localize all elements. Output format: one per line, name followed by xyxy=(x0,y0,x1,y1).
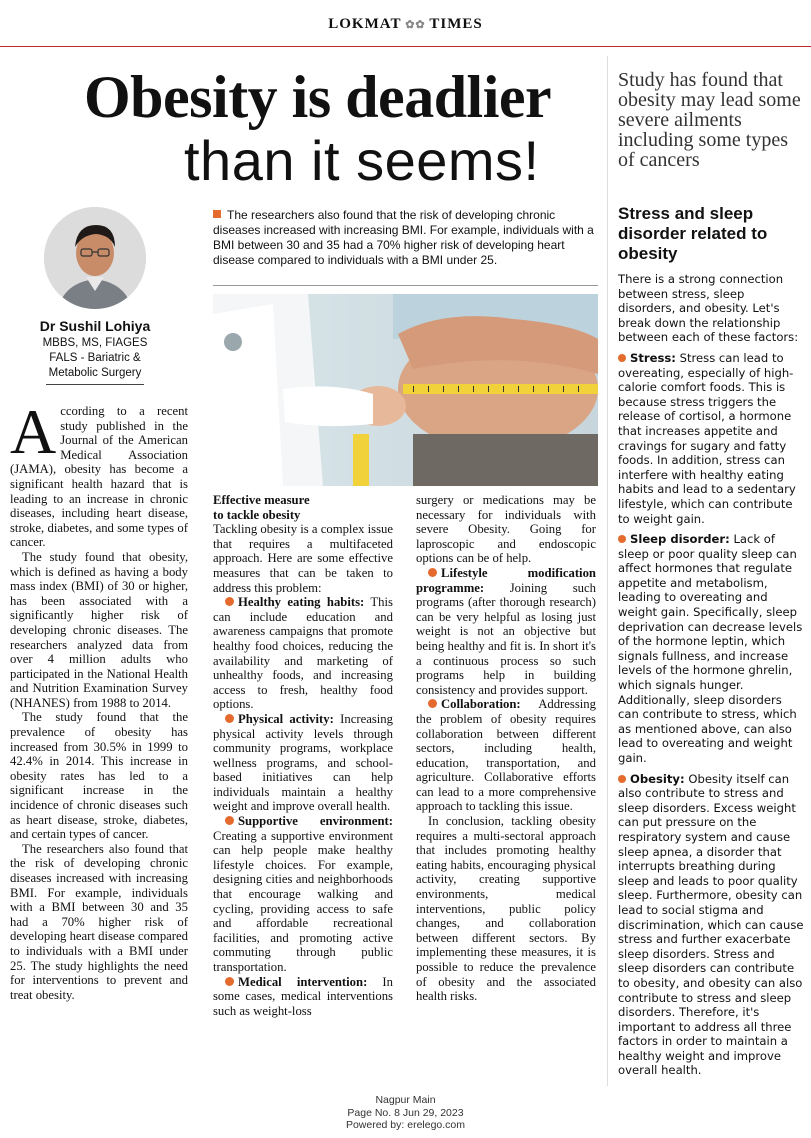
bullet-heading: Medical intervention: xyxy=(238,974,368,989)
bullet-paragraph xyxy=(618,351,804,526)
dropcap: A xyxy=(10,396,57,467)
bullet-text: Increasing physical activity levels through community programs, workplace wellness programs, and school-based initiatives can help individuals maintain a healthy weight and improve overall health. xyxy=(213,711,393,814)
paragraph: surgery or medications may be necessary for individuals with severe Obesity. Going for laproscopic and endoscopic options can be of help. xyxy=(416,493,596,566)
paragraph: The researchers also found that the risk of developing chronic diseases increased with increasing BMI. For example, individuals with a BMI between 30 and 35 had a 70% higher risk of developing heart disease compared to individuals with a BMI under 25. The study highlights the need for interventions to prevent and treat obesity. xyxy=(10,841,188,1002)
column-divider xyxy=(607,56,608,1086)
bullet-heading: Stress: xyxy=(630,350,676,365)
square-bullet-icon xyxy=(213,210,221,218)
bullet-text: Lack of sleep or poor quality sleep can affect hormones that regulate appetite and metabolism, leading to overeating and weight gain. Specifically, sleep deprivation can decrease levels of the hormone leptin, which signals fullness, and increase levels of the hormone ghrelin, which signals hunger. Additionally, sleep disorders can contribute to stress, which as mentioned above, can also lead to overeating and weight gain. xyxy=(618,532,803,765)
bullet-paragraph xyxy=(213,975,393,1019)
footer-powered-by: Powered by: erelego.com xyxy=(345,1119,466,1131)
bullet-paragraph xyxy=(416,566,596,697)
bullet-heading: Lifestyle modification programme: xyxy=(416,565,596,595)
subhead: Study has found that obesity may lead some severe ailments including some types of cancers xyxy=(618,69,801,171)
bullet-text: This can include education and awareness campaigns that promote healthy food choices, reducing the availability and marketing of unhealthy foods, and increasing access to fresh, healthy food options. xyxy=(213,595,393,712)
column-1 xyxy=(10,396,188,1002)
bullet-text: Obesity itself can also contribute to stress and sleep disorders. Excess weight can put pressure on the respiratory system and cause sleep apnea, a disorder that interrupts breathing during sleep and leads to poor quality sleep. Furthermore, obesity can lead to social stigma and discrimination, which can cause stress and further exacerbate sleep disorders. Stress and sleep disorders can contribute to obesity, and obesity can also contribute to stress and sleep disorders. Therefore, it's important to address all three factors in order to maintain a healthy weight and improve overall health. xyxy=(618,771,804,1078)
bullet-heading: Obesity: xyxy=(630,771,685,786)
bullet-icon xyxy=(428,568,437,577)
bullet-paragraph xyxy=(213,814,393,975)
sidebar-column xyxy=(618,204,804,1084)
paragraph-text: ccording to a recent study published in the Journal of the American Medical Association (JAMA), obesity has become a significant health hazard that is leading to an increase in chronic diseases, including heart disease, stroke, diabetes, and some types of cancer. xyxy=(10,404,188,550)
paragraph: In conclusion, tackling obesity requires a multi-sectoral approach that includes promoting healthy eating habits, encouraging physical activity, creating supportive environments, medical interventions, public policy changes, and collaboration between different sectors. By implementing these measures, it is possible to reduce the prevalence of obesity and the associated health risks. xyxy=(416,814,596,1004)
bullet-text: Stress can lead to overeating, especially of high-calorie comfort foods. This is because stress triggers the release of cortisol, a hormone that increases appetite and cravings for sugary and fatty foods. In addition, stress can interfere with healthy eating habits and lead to a sedentary lifestyle, which can contribute to weight gain. xyxy=(618,350,796,526)
section-heading-line: to tackle obesity xyxy=(213,507,301,522)
paragraph: The study found that obesity, which is defined as having a body mass index (BMI) of 30 or higher, has been associated with a significantly higher risk of developing chronic diseases. The researchers analyzed data from over 4 million adults who participated in the National Health and Nutrition Examination Survey (NHANES) from 1988 to 2014. xyxy=(10,549,188,710)
masthead-right: TIMES xyxy=(429,16,483,32)
credentials-rule xyxy=(46,384,144,385)
bullet-text: Joining such programs (after thorough research) can be very helpful as losing just weight is not an objective but being healthy and fit is. In short it's a continuous process so such programs help in building consistency and provides support. xyxy=(416,580,596,697)
section-heading-line: Effective measure xyxy=(213,493,310,507)
bullet-icon xyxy=(225,597,234,606)
article-photo xyxy=(213,294,598,486)
bullet-paragraph xyxy=(213,712,393,814)
bullet-heading: Sleep disorder: xyxy=(630,532,730,547)
author-credentials xyxy=(10,336,180,381)
headline-line1: Obesity is deadlier xyxy=(84,64,552,130)
bullet-text: Creating a supportive environment can help people make healthy lifestyle choices. For example, designing cities and neighborhoods that encourage walking and cycling, providing access to safe and affordable recreational facilities, and promoting active commuting through public transportation. xyxy=(213,828,393,974)
bullet-icon xyxy=(618,775,626,783)
bullet-paragraph xyxy=(618,532,804,766)
paragraph xyxy=(10,396,188,550)
bullet-heading: Supportive environment: xyxy=(238,814,393,829)
section-heading xyxy=(213,493,393,522)
bullet-text: In some cases, medical interventions such as weight-loss xyxy=(213,974,393,1018)
bullet-text: Addressing the problem of obesity requires collaboration between different sectors, including health, education, transportation, and agriculture. Collaborative efforts can lead to a more comprehensive approach to tackling this issue. xyxy=(416,697,596,814)
bullet-paragraph xyxy=(618,772,804,1078)
bullet-icon xyxy=(618,354,626,362)
paragraph: The study found that the prevalence of obesity has increased from 30.5% in 1999 to 42.4% in 2014. This increase in obesity rates has led to a significant increase in the incidence of chronic diseases such as heart disease, stroke, diabetes, and certain types of cancer. xyxy=(10,710,188,842)
paragraph: Tackling obesity is a complex issue that requires a multifaceted approach. Here are some effective measures that can be taken to address this problem: xyxy=(213,522,393,595)
column-3 xyxy=(416,493,596,1004)
bullet-icon xyxy=(225,714,234,723)
pullquote-rule xyxy=(213,285,598,286)
bullet-icon xyxy=(428,699,437,708)
bullet-paragraph xyxy=(213,595,393,712)
author-photo xyxy=(44,207,146,309)
bullet-icon xyxy=(225,816,234,825)
author-name: Dr Sushil Lohiya xyxy=(39,318,151,334)
pullquote xyxy=(213,208,598,268)
footer-edition: Nagpur Main xyxy=(375,1094,436,1106)
column-2 xyxy=(213,493,393,1018)
masthead-rule xyxy=(0,46,811,47)
masthead xyxy=(0,16,811,33)
headline-line2: than it seems! xyxy=(184,129,540,192)
masthead-left: LOKMAT xyxy=(328,16,402,32)
author-creds-line: Metabolic Surgery xyxy=(48,367,142,379)
paragraph: There is a strong connection between stress, sleep disorders, and obesity. Let's break down the relationship between each of these factors: xyxy=(618,272,799,345)
sidebar-heading: Stress and sleep disorder related to obesity xyxy=(618,204,768,263)
author-creds-line: MBBS, MS, FIAGES xyxy=(42,337,148,349)
bullet-paragraph xyxy=(416,697,596,814)
masthead-emblem-icon: ✿✿ xyxy=(401,19,430,31)
bullet-heading: Collaboration: xyxy=(441,697,521,712)
pullquote-text: The researchers also found that the risk of developing chronic diseases increased with increasing BMI. For example, individuals with a BMI between 30 and 35 had a 70% higher risk of developing heart disease compared to individuals with a BMI under 25. xyxy=(213,208,594,267)
bullet-icon xyxy=(618,535,626,543)
bullet-heading: Healthy eating habits: xyxy=(238,595,365,610)
footer-page-date: Page No. 8 Jun 29, 2023 xyxy=(347,1106,464,1119)
author-creds-line: FALS - Bariatric & xyxy=(49,352,141,364)
bullet-heading: Physical activity: xyxy=(238,711,334,726)
bullet-icon xyxy=(225,977,234,986)
page-footer xyxy=(0,1094,811,1132)
